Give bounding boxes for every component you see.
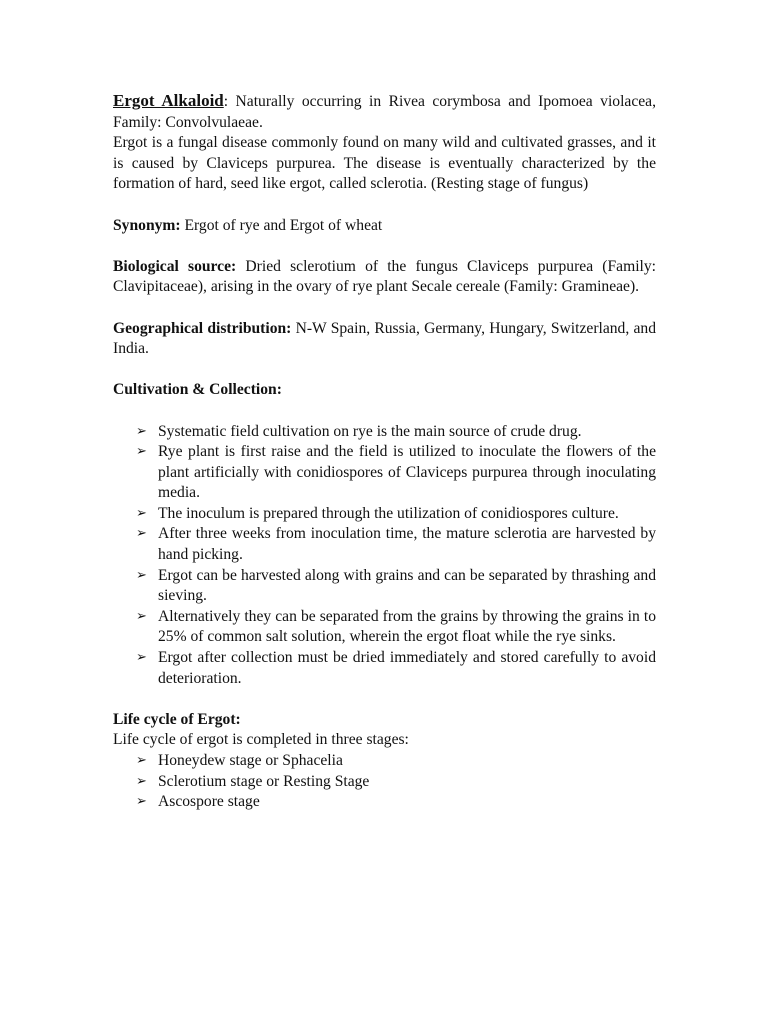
list-item-text: Ergot can be harvested along with grains and can be separated by thrashing and sieving. [158, 566, 656, 605]
list-item [113, 504, 656, 525]
list-item-text: Systematic field cultivation on rye is the main source of crude drug. [158, 422, 582, 440]
geographical-distribution-label: Geographical distribution: [113, 319, 292, 337]
synonym-line [113, 216, 656, 237]
list-item-text: The inoculum is prepared through the utilization of conidiospores culture. [158, 504, 619, 522]
list-item [113, 751, 656, 772]
life-cycle-intro: Life cycle of ergot is completed in three stages: [113, 731, 409, 749]
list-item [113, 607, 656, 648]
arrow-bullet-icon: ➢ [136, 753, 147, 768]
synonym-label: Synonym: [113, 216, 181, 234]
list-item [113, 792, 656, 813]
arrow-bullet-icon: ➢ [136, 650, 147, 666]
arrow-bullet-icon: ➢ [136, 773, 147, 789]
arrow-bullet-icon: ➢ [136, 608, 147, 624]
document-title: Ergot Alkaloid [113, 91, 224, 110]
biological-source-text: Dried sclerotium of the fungus Claviceps purpurea (Family: Clavipitaceae), arising in the ovary of rye plant Secale cereale (Family: Gramineae). [113, 257, 657, 296]
list-item-text: Alternatively they can be separated from the grains by throwing the grains in to 25% of common salt solution, wherein the ergot float while the rye sinks. [158, 607, 656, 646]
list-item [113, 442, 656, 504]
intro-title-suffix: : Naturally occurring in Rivea corymbosa and Ipomoea violacea, Family: Convolvulaeae. [113, 93, 656, 131]
life-cycle-heading: Life cycle of Ergot: [113, 710, 241, 728]
synonym-text: Ergot of rye and Ergot of wheat [180, 216, 383, 234]
arrow-bullet-icon: ➢ [136, 505, 147, 521]
biological-source-paragraph [113, 257, 656, 298]
list-item-text: Ergot after collection must be dried immediately and stored carefully to avoid deterioration. [158, 649, 656, 687]
arrow-bullet-icon: ➢ [136, 423, 147, 439]
list-item-text: Rye plant is first raise and the field is utilized to inoculate the flowers of the plant artificially with conidiospores of Claviceps purpurea through inoculating media. [158, 443, 656, 502]
cultivation-heading: Cultivation & Collection: [113, 381, 282, 399]
list-item [113, 772, 656, 793]
geographical-distribution-paragraph [113, 319, 656, 360]
arrow-bullet-icon: ➢ [136, 444, 147, 460]
arrow-bullet-icon: ➢ [136, 567, 147, 583]
biological-source-label: Biological source: [113, 257, 237, 275]
list-item [113, 566, 656, 607]
arrow-bullet-icon: ➢ [136, 526, 147, 542]
list-item [113, 422, 656, 443]
life-cycle-list [113, 751, 656, 813]
list-item-text: Sclerotium stage or Resting Stage [158, 772, 370, 790]
geographical-distribution-text: N-W Spain, Russia, Germany, Hungary, Switzerland, and India. [113, 319, 656, 358]
intro-paragraph: Ergot is a fungal disease commonly found on many wild and cultivated grasses, and it is caused by Claviceps purpurea. The disease is eventually characterized by the formation of hard, seed like ergot, called sclerotia. (Resting stage of fungus) [113, 134, 656, 193]
list-item-text: Honeydew stage or Sphacelia [158, 752, 343, 769]
intro-heading-line [113, 91, 656, 133]
list-item [113, 524, 656, 565]
cultivation-list [113, 422, 656, 690]
list-item [113, 648, 656, 689]
list-item-text: After three weeks from inoculation time, the mature sclerotia are harvested by hand picking. [158, 525, 656, 564]
document-page [113, 91, 656, 813]
arrow-bullet-icon: ➢ [136, 794, 147, 810]
list-item-text: Ascospore stage [158, 793, 260, 811]
